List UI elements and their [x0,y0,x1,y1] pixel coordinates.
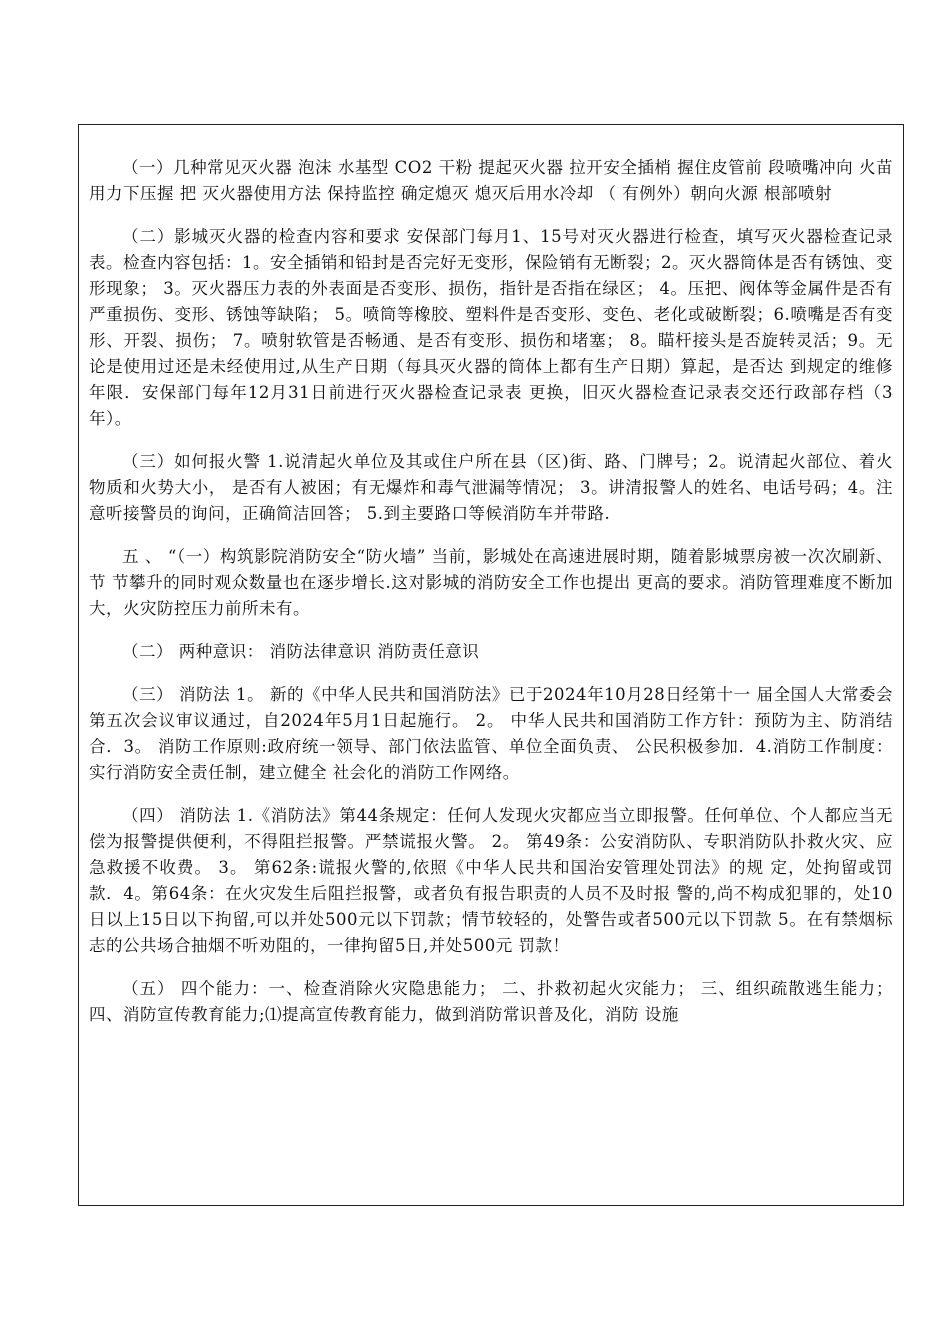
paragraph-fire-law-articles: （四） 消防法 1.《消防法》第44条规定：任何人发现火灾都应当立即报警。任何单位、个人都应当无偿为报警提供便利，不得阻拦报警。严禁谎报火警。 2。 第49条：公安消防队、专职消防队扑救火灾、应急救援不收费。 3。 第62条:谎报火警的,依照《中华人民共和国治安管理处罚法》的规 定，处拘留或罚款．4。第64条：在火灾发生后阻拦报警，或者负有报告职责的人员不及时报 警的,尚不构成犯罪的，处10日以上15日以下拘留,可以并处500元以下罚款；情节较轻的，处警告或者500元以下罚款 5。在有禁烟标志的公共场合抽烟不听劝阻的，一律拘留5日,并处500元 罚款！ [89,806,893,955]
paragraph-extinguisher-inspection: （二）影城灭火器的检查内容和要求 安保部门每月1、15号对灭火器进行检查，填写灭火器检查记录 表。检查内容包括：1。安全插销和铅封是否完好无变形，保险销有无断裂；2。灭火器筒体是否有锈蚀、变形现象； 3。灭火器压力表的外表面是否变形、损伤，指针是否指在绿区； 4。压把、阀体等金属件是否有严重损伤、变形、锈蚀等缺陷； 5。喷筒等橡胶、塑料件是否变形、变色、老化或破断裂；6.喷嘴是否有变形、开裂、损伤； 7。喷射软管是否畅通、是否有变形、损伤和堵塞； 8。瞄杆接头是否旋转灵活；9。无论是使用过还是未经使用过,从生产日期（每具灭火器的筒体上都有生产日期）算起，是否达 到规定的维修年限．安保部门每年12月31日前进行灭火器检查记录表 更换，旧灭火器检查记录表交还行政部存档（3年）。 [89,227,893,428]
paragraph-two-awareness: （二） 两种意识： 消防法律意识 消防责任意识 [122,642,480,661]
paragraph-extinguisher-types: （一）几种常见灭火器 泡沫 水基型 CO2 干粉 提起灭火器 拉开安全插梢 握住皮管前 段喷嘴冲向 火苗 用力下压握 把 灭火器使用方法 保持监控 确定熄灭 熄灭后用水冷却 （ 有例外）朝向火源 根部喷射 [89,158,893,203]
document-body [89,155,893,1045]
paragraph-fire-report: （三）如何报火警 1.说清起火单位及其或住户所在县（区)街、路、门牌号；2。说清起火部位、着火物质和火势大小， 是否有人被困；有无爆炸和毒气泄漏等情况； 3。讲清报警人的姓名、电话号码；4。注意听接警员的询问，正确简洁回答； 5.到主要路口等候消防车并带路. [89,452,893,523]
document-frame [78,124,904,1206]
paragraph-four-abilities: （五） 四个能力：一、检查消除火灾隐患能力； 二、扑救初起火灾能力； 三、组织疏散逃生能力； 四、消防宣传教育能力;⑴提高宣传教育能力，做到消防常识普及化，消防 设施 [89,979,893,1024]
paragraph-fire-law: （三） 消防法 1。 新的《中华人民共和国消防法》已于2024年10月28日经第十一 届全国人大常委会第五次会议审议通过，自2024年5月1日起施行。 2。 中华人民共和国消防工作方针：预防为主、防消结合．3。 消防工作原则:政府统一领导、部门依法监管、单位全面负责、 公民积极参加．4.消防工作制度：实行消防安全责任制，建立健全 社会化的消防工作网络。 [89,685,893,782]
paragraph-firewall: 五 、 “（一）构筑影院消防安全“防火墙” 当前，影城处在高速进展时期，随着影城票房被一次次刷新、节 节攀升的同时观众数量也在逐步增长.这对影城的消防安全工作也提出 更高的要求。消防管理难度不断加大，火灾防控压力前所未有。 [89,547,893,618]
